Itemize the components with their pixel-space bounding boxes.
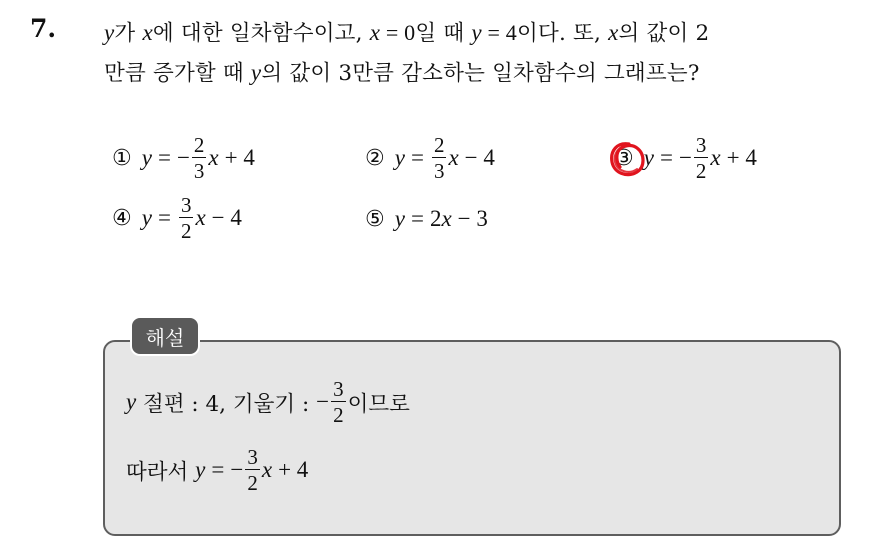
choice-equation xyxy=(395,206,488,232)
var-x: x xyxy=(208,145,219,170)
denominator: 3 xyxy=(193,159,205,183)
solution-equation xyxy=(195,446,308,494)
var-x: x xyxy=(441,206,452,231)
equals-sign: = xyxy=(157,205,171,230)
red-circle-mark-icon xyxy=(607,140,647,180)
equals-sign: = xyxy=(157,145,171,170)
fraction xyxy=(432,134,447,182)
equation-rest: − 4 xyxy=(464,145,495,170)
equation-rest: + 4 xyxy=(224,145,255,170)
question-text: 의 값이 2 xyxy=(618,21,710,46)
choice-4[interactable] xyxy=(112,194,242,242)
var-y: y xyxy=(126,389,137,414)
question-number: 7. xyxy=(30,14,57,43)
minus-sign: − xyxy=(230,457,244,482)
var-x: x xyxy=(142,20,153,45)
question-line-1 xyxy=(104,16,709,47)
var-y: y xyxy=(394,145,405,170)
denominator: 2 xyxy=(180,219,192,243)
question-text: 가 xyxy=(114,21,143,46)
var-x: x xyxy=(261,457,273,482)
var-y: y xyxy=(394,206,405,231)
fraction xyxy=(694,134,709,182)
numerator: 3 xyxy=(695,133,707,157)
choice-5[interactable] xyxy=(365,206,488,232)
solution-fraction xyxy=(316,378,347,426)
numerator: 2 xyxy=(433,133,445,157)
solution-line-2 xyxy=(126,446,308,494)
var-x: x xyxy=(195,205,206,230)
var-x: x xyxy=(369,20,381,45)
var-x: x xyxy=(608,20,619,45)
choice-number-text: ③ xyxy=(614,145,634,171)
fraction xyxy=(192,134,207,182)
choice-equation xyxy=(395,134,495,182)
choice-number: ④ xyxy=(112,205,132,231)
numerator: 3 xyxy=(180,193,192,217)
choice-equation xyxy=(142,134,255,182)
var-y: y xyxy=(471,20,482,45)
var-x: x xyxy=(448,145,459,170)
fraction xyxy=(245,446,260,494)
equation-rest: − 3 xyxy=(457,206,488,231)
choice-3[interactable] xyxy=(614,134,757,182)
minus-sign: − xyxy=(678,145,692,170)
choice-number: ⑤ xyxy=(365,206,385,232)
solution-text: 따라서 xyxy=(126,459,196,485)
var-y: y xyxy=(104,20,115,45)
choice-number xyxy=(614,146,634,171)
equation-rest: + 4 xyxy=(278,457,309,482)
equals-sign: = xyxy=(410,145,424,170)
coefficient: 2 xyxy=(429,206,442,231)
question-line-2 xyxy=(104,56,700,87)
solution-line-1 xyxy=(126,378,410,426)
question-text: 만큼 증가할 때 xyxy=(104,61,251,86)
question-text: 이다. 또, xyxy=(517,21,609,46)
question-text: 의 값이 3만큼 감소하는 일차함수의 그래프는? xyxy=(261,61,700,86)
question-text: 에 대한 일차함수이고, xyxy=(152,21,370,46)
choice-number: ① xyxy=(112,145,132,171)
choice-equation xyxy=(644,134,757,182)
equation-part: = 0 xyxy=(380,20,416,45)
var-y: y xyxy=(141,205,152,230)
choice-number: ② xyxy=(365,145,385,171)
var-y: y xyxy=(195,457,206,482)
solution-text xyxy=(126,389,136,415)
solution-tag: 해설 xyxy=(130,316,200,356)
choice-2[interactable] xyxy=(365,134,495,182)
minus-sign: − xyxy=(316,389,330,414)
choice-equation xyxy=(142,194,242,242)
choice-1[interactable] xyxy=(112,134,255,182)
denominator: 2 xyxy=(247,471,258,495)
solution-box xyxy=(103,340,841,536)
denominator: 2 xyxy=(695,159,707,183)
equation-rest: + 4 xyxy=(726,145,757,170)
numerator: 3 xyxy=(247,445,258,469)
numerator: 3 xyxy=(333,377,344,401)
equals-sign: = xyxy=(659,145,673,170)
equals-sign: = xyxy=(410,206,424,231)
fraction xyxy=(331,378,346,426)
denominator: 2 xyxy=(333,403,344,427)
var-y: y xyxy=(643,145,654,170)
denominator: 3 xyxy=(433,159,445,183)
solution-text: 이므로 xyxy=(347,391,410,417)
var-y: y xyxy=(250,60,262,85)
numerator: 2 xyxy=(193,133,205,157)
var-y: y xyxy=(141,145,152,170)
equals-sign: = xyxy=(211,457,225,482)
equation-part: = 4 xyxy=(481,20,518,45)
question-text: 일 때 xyxy=(415,21,472,46)
minus-sign: − xyxy=(176,145,190,170)
fraction xyxy=(179,194,194,242)
solution-text: 절편 : 4, 기울기 : xyxy=(136,391,317,417)
equation-rest: − 4 xyxy=(211,205,242,230)
var-x: x xyxy=(710,145,721,170)
